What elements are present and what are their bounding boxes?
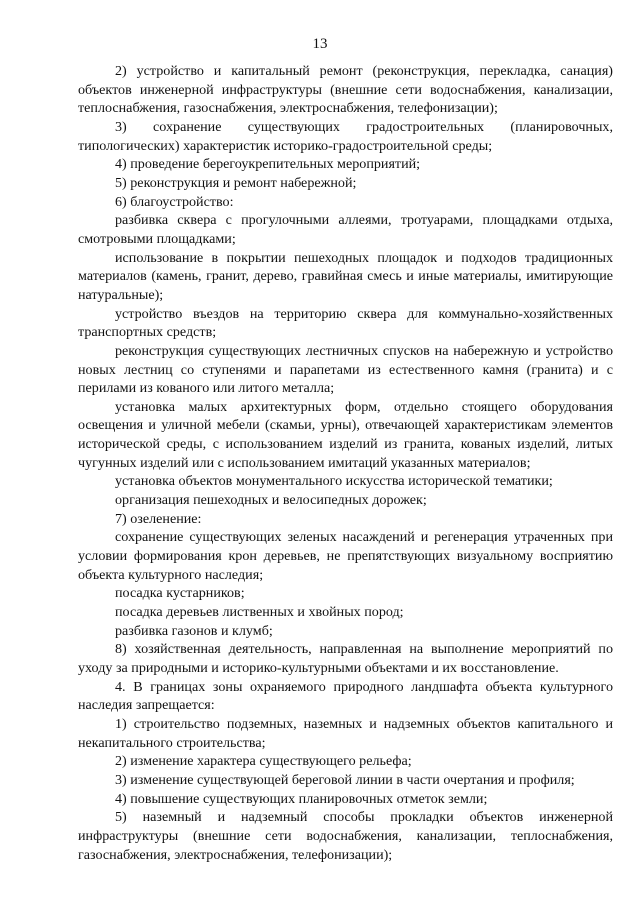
list-item: посадка деревьев лиственных и хвойных пород; [115, 604, 404, 621]
list-item: 4) проведение берегоукрепительных мероприятий; [115, 156, 421, 173]
list-item: разбивка сквера с прогулочными аллеями, тротуарами, площадками отдыха, смотровыми площадками; [78, 212, 613, 247]
list-item: 5) наземный и надземный способы прокладки объектов инженерной инфраструктуры (внешние сети водоснабжения, канализации, теплоснабжения, газоснабжения, электроснабжения, телефонизации); [78, 809, 613, 863]
list-item: сохранение существующих зеленых насаждений и регенерация утраченных при условии формирования крон деревьев, не препятствующих визуальному восприятию объекта культурного наследия; [78, 529, 613, 583]
list-item: 3) изменение существующей береговой линии в части очертания и профиля; [115, 771, 575, 788]
list-item: устройство въездов на территорию сквера для коммунально-хозяйственных транспортных средств; [78, 305, 613, 341]
list-item: 2) изменение характера существующего рельефа; [115, 753, 412, 770]
list-item: реконструкция существующих лестничных спусков на набережную и устройство новых лестниц со ступенями и парапетами из естественного камня (гранита) и с перилами из кованого или литого металла; [78, 342, 613, 397]
list-item: 7) озеленение: [115, 510, 202, 527]
list-item: 2) устройство и капитальный ремонт (реконструкция, перекладка, санация) объектов инженерной инфраструктуры (внешние сети водоснабжения, канализации, теплоснабжения, газоснабжения, электроснабжения, телефонизации); [78, 63, 613, 117]
list-item: посадка кустарников; [115, 585, 245, 602]
section-heading: 4. В границах зоны охраняемого природного ландшафта объекта культурного наследия запрещается: [78, 678, 613, 714]
list-item: использование в покрытии пешеходных площадок и подходов традиционных материалов (камень, гранит, дерево, гравийная смесь и иные материалы, имитирующие натуральные); [78, 249, 613, 303]
page-number: 13 [312, 36, 328, 52]
list-item: 5) реконструкция и ремонт набережной; [115, 174, 357, 191]
list-item: 8) хозяйственная деятельность, направленная на выполнение мероприятий по уходу за природными и историко-культурными объектами и их восстановление. [78, 641, 613, 676]
list-item: 1) строительство подземных, наземных и надземных объектов капитального и некапитального строительства; [78, 715, 613, 751]
list-item: 4) повышение существующих планировочных отметок земли; [115, 790, 488, 807]
list-item: разбивка газонов и клумб; [115, 622, 273, 639]
list-item: установка малых архитектурных форм, отдельно стоящего оборудования освещения и уличной мебели (скамьи, урны), отвечающей характеристикам элементов исторической среды, с использованием изделий из гранита, кованых изделий, литых чугунных изделий или с использованием имитаций указанных материалов; [78, 398, 613, 471]
list-item: 6) благоустройство: [115, 193, 234, 210]
list-item: организация пешеходных и велосипедных дорожек; [115, 492, 427, 509]
list-item: установка объектов монументального искусства исторической тематики; [115, 473, 553, 490]
list-item: 3) сохранение существующих градостроительных (планировочных, типологических) характеристик историко-градостроительной среды; [78, 118, 613, 154]
document-body [78, 62, 613, 864]
